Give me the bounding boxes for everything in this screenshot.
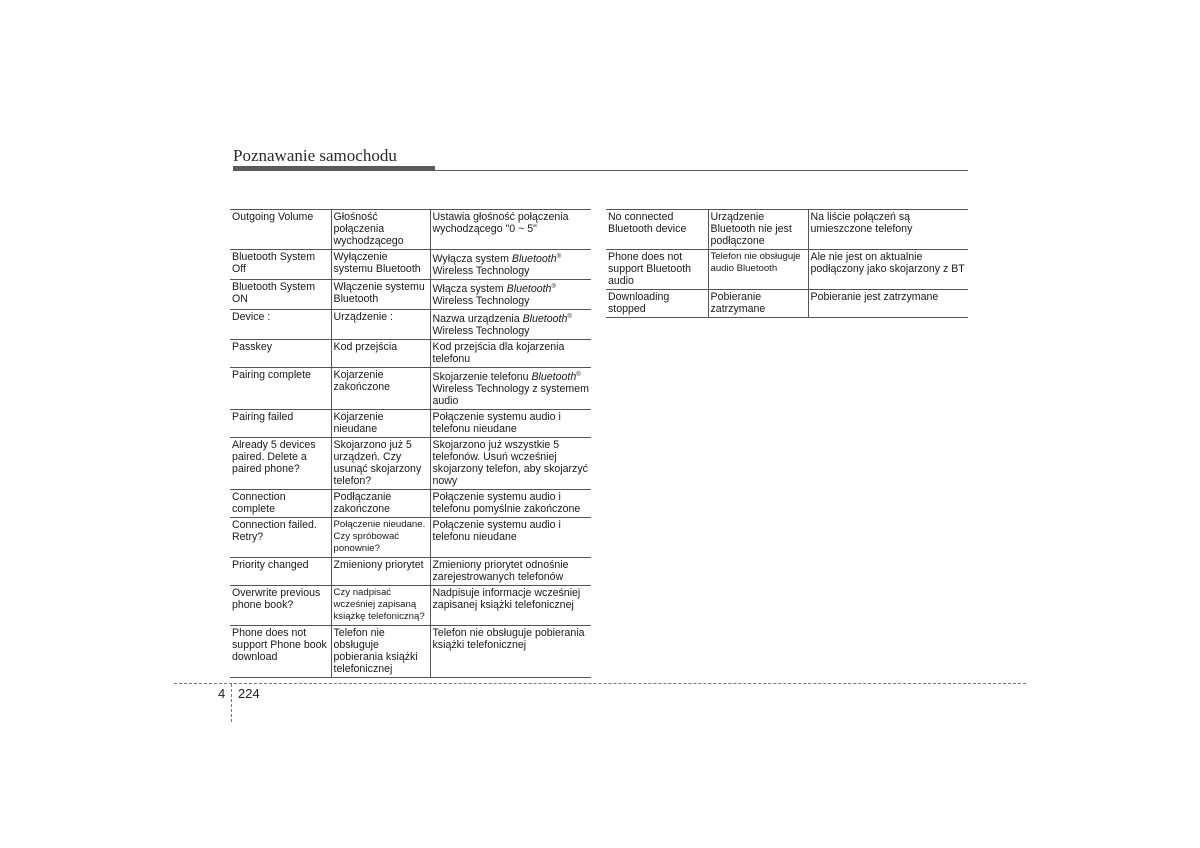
brand-text: Bluetooth xyxy=(531,371,577,383)
english-message: Connection failed. Retry? xyxy=(230,518,331,558)
desc-text: Włącza system xyxy=(432,283,507,295)
desc-text: Wyłącza system xyxy=(432,253,512,265)
message-description: Telefon nie obsługuje pobierania książki telefonicznej xyxy=(430,626,591,678)
table-row xyxy=(230,250,591,280)
english-message: Bluetooth System Off xyxy=(230,250,331,280)
message-description xyxy=(430,280,591,310)
table-row xyxy=(606,250,968,290)
polish-message: Skojarzono już 5 urządzeń. Czy usunąć skojarzony telefon? xyxy=(331,438,430,490)
english-message: No connected Bluetooth device xyxy=(606,210,708,250)
registered-mark: ® xyxy=(551,284,556,290)
registered-mark: ® xyxy=(576,372,581,378)
page-header-title: Poznawanie samochodu xyxy=(233,146,397,165)
desc-text: Wireless Technology xyxy=(432,325,530,337)
message-description xyxy=(430,368,591,410)
registered-mark: ® xyxy=(567,314,572,320)
message-description xyxy=(430,250,591,280)
message-description: Ustawia głośność połączenia wychodzącego "0 ~ 5" xyxy=(430,210,591,250)
table-row xyxy=(230,340,591,368)
table-row xyxy=(230,210,591,250)
header-rule-thin xyxy=(435,170,968,171)
message-description: Skojarzono już wszystkie 5 telefonów. Usuń wcześniej skojarzony telefon, aby skojarzyć nowy xyxy=(430,438,591,490)
english-message: Phone does not support Bluetooth audio xyxy=(606,250,708,290)
polish-message: Połączenie nieudane. Czy spróbować ponownie? xyxy=(331,518,430,558)
english-message: Phone does not support Phone book download xyxy=(230,626,331,678)
chapter-number: 4 xyxy=(218,686,226,701)
message-description: Połączenie systemu audio i telefonu nieudane xyxy=(430,518,591,558)
polish-message: Urządzenie Bluetooth nie jest podłączone xyxy=(708,210,808,250)
table-row xyxy=(606,290,968,318)
polish-message: Urządzenie : xyxy=(331,310,430,340)
table-row xyxy=(230,310,591,340)
english-message: Bluetooth System ON xyxy=(230,280,331,310)
polish-message: Telefon nie obsługuje audio Bluetooth xyxy=(708,250,808,290)
brand-text: Bluetooth xyxy=(511,253,557,265)
polish-message: Głośność połączenia wychodzącego xyxy=(331,210,430,250)
polish-message: Czy nadpisać wcześniej zapisaną książkę telefoniczną? xyxy=(331,586,430,626)
table-row xyxy=(230,586,591,626)
polish-message: Wyłączenie systemu Bluetooth xyxy=(331,250,430,280)
desc-text: Wireless Technology xyxy=(432,265,530,277)
table-row xyxy=(230,410,591,438)
table-row xyxy=(230,368,591,410)
table-row xyxy=(230,518,591,558)
message-description: Połączenie systemu audio i telefonu nieudane xyxy=(430,410,591,438)
page-number: 224 xyxy=(238,686,260,701)
message-description: Nadpisuje informacje wcześniej zapisanej książki telefonicznej xyxy=(430,586,591,626)
english-message: Outgoing Volume xyxy=(230,210,331,250)
header-rule-thick xyxy=(233,166,435,171)
english-message: Priority changed xyxy=(230,558,331,586)
english-message: Downloading stopped xyxy=(606,290,708,318)
english-message: Pairing complete xyxy=(230,368,331,410)
english-message: Overwrite previous phone book? xyxy=(230,586,331,626)
table-row xyxy=(606,210,968,250)
polish-message: Włączenie systemu Bluetooth xyxy=(331,280,430,310)
desc-text: Wireless Technology z systemem audio xyxy=(432,383,589,407)
desc-text: Wireless Technology xyxy=(432,295,530,307)
polish-message: Kojarzenie zakończone xyxy=(331,368,430,410)
message-description: Ale nie jest on aktualnie podłączony jako skojarzony z BT xyxy=(808,250,968,290)
message-description: Na liście połączeń są umieszczone telefony xyxy=(808,210,968,250)
desc-text: Nazwa urządzenia xyxy=(432,313,523,325)
registered-mark: ® xyxy=(556,254,562,260)
message-description: Zmieniony priorytet odnośnie zarejestrowanych telefonów xyxy=(430,558,591,586)
table-row xyxy=(230,438,591,490)
english-message: Passkey xyxy=(230,340,331,368)
polish-message: Podłączanie zakończone xyxy=(331,490,430,518)
brand-text: Bluetooth xyxy=(522,313,568,325)
message-description xyxy=(430,310,591,340)
message-description: Kod przejścia dla kojarzenia telefonu xyxy=(430,340,591,368)
polish-message: Kojarzenie nieudane xyxy=(331,410,430,438)
footer-dashed-rule xyxy=(174,683,1026,684)
messages-table-right xyxy=(606,209,968,318)
brand-text: Bluetooth xyxy=(506,283,552,295)
message-description: Pobieranie jest zatrzymane xyxy=(808,290,968,318)
english-message: Connection complete xyxy=(230,490,331,518)
desc-text: Skojarzenie telefonu xyxy=(432,371,532,383)
table-row xyxy=(230,558,591,586)
english-message: Device : xyxy=(230,310,331,340)
polish-message: Zmieniony priorytet xyxy=(331,558,430,586)
polish-message: Pobieranie zatrzymane xyxy=(708,290,808,318)
english-message: Pairing failed xyxy=(230,410,331,438)
table-row xyxy=(230,490,591,518)
english-message: Already 5 devices paired. Delete a paired phone? xyxy=(230,438,331,490)
table-row xyxy=(230,626,591,678)
messages-table-left xyxy=(230,209,591,678)
footer-dashed-divider xyxy=(231,684,232,722)
table-row xyxy=(230,280,591,310)
message-description: Połączenie systemu audio i telefonu pomyślnie zakończone xyxy=(430,490,591,518)
polish-message: Telefon nie obsługuje pobierania książki telefonicznej xyxy=(331,626,430,678)
polish-message: Kod przejścia xyxy=(331,340,430,368)
